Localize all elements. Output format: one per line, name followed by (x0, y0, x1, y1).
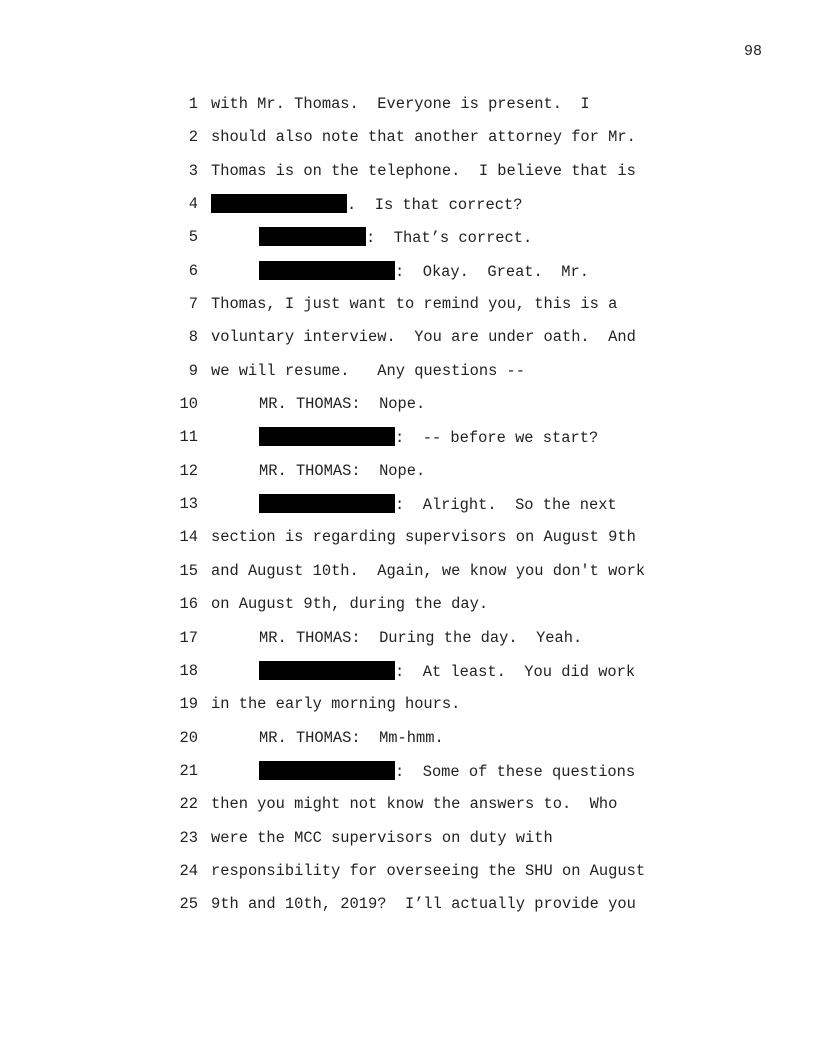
line-number: 10 (179, 395, 198, 414)
line-text: in the early morning hours. (211, 695, 461, 714)
line-text: section is regarding supervisors on August 9th (211, 528, 636, 547)
line-text: 9th and 10th, 2019? I’ll actually provide you (211, 895, 636, 914)
line-number: 12 (179, 461, 198, 480)
page-number: 98 (743, 43, 762, 60)
line-text: were the MCC supervisors on duty with (211, 828, 553, 847)
transcript-line (168, 628, 728, 661)
transcript-line (168, 294, 728, 327)
line-text: MR. THOMAS: During the day. Yeah. (259, 628, 583, 647)
line-text (259, 494, 617, 515)
redaction-box (259, 761, 395, 780)
transcript-line (168, 694, 728, 727)
transcript-line (168, 194, 728, 227)
line-text: MR. THOMAS: Mm-hmm. (259, 728, 444, 747)
transcript-line (168, 861, 728, 894)
line-number: 20 (179, 728, 198, 747)
line-text: MR. THOMAS: Nope. (259, 395, 426, 414)
line-text (259, 261, 589, 282)
line-text: voluntary interview. You are under oath. And (211, 328, 636, 347)
line-text: with Mr. Thomas. Everyone is present. I (211, 95, 590, 113)
redaction-box (211, 194, 347, 213)
line-text: Thomas, I just want to remind you, this is a (211, 295, 618, 314)
transcript-line (168, 127, 728, 160)
line-text (259, 761, 635, 782)
line-number: 1 (188, 95, 198, 113)
transcript-line (168, 227, 728, 260)
line-text-after-redaction: : Some of these questions (395, 762, 636, 781)
line-text: responsibility for overseeing the SHU on August (211, 861, 646, 880)
transcript-line (168, 161, 728, 194)
line-number: 3 (188, 161, 198, 180)
line-text: we will resume. Any questions -- (211, 361, 526, 380)
transcript-body (168, 94, 728, 928)
transcript-line (168, 594, 728, 627)
line-number: 16 (179, 595, 198, 614)
line-number: 21 (179, 761, 198, 780)
redaction-box (259, 227, 366, 246)
line-text: should also note that another attorney for Mr. (211, 128, 636, 147)
line-number: 9 (188, 361, 198, 380)
line-number: 25 (179, 895, 198, 914)
line-text-after-redaction: : At least. You did work (395, 662, 636, 681)
line-number: 23 (179, 828, 198, 847)
line-number: 11 (179, 428, 198, 447)
redaction-box (259, 661, 395, 680)
line-text (259, 661, 635, 682)
line-number: 7 (188, 295, 198, 314)
transcript-line (168, 661, 728, 694)
line-text (211, 194, 522, 215)
line-text: then you might not know the answers to. Who (211, 795, 618, 814)
transcript-line (168, 728, 728, 761)
redaction-box (259, 494, 395, 513)
redaction-box (259, 427, 395, 446)
transcript-line (168, 261, 728, 294)
transcript-line (168, 361, 728, 394)
line-text-after-redaction: : Alright. So the next (395, 496, 617, 515)
transcript-line (168, 527, 728, 560)
transcript-line (168, 761, 728, 794)
line-text-after-redaction: . Is that correct? (347, 196, 523, 215)
line-number: 15 (179, 561, 198, 580)
line-text (259, 427, 598, 448)
line-number: 24 (179, 861, 198, 880)
transcript-line (168, 828, 728, 861)
line-number: 8 (188, 328, 198, 347)
line-number: 13 (179, 495, 198, 514)
line-text-after-redaction: : -- before we start? (395, 429, 599, 448)
line-number: 4 (188, 195, 198, 214)
redaction-box (259, 261, 395, 280)
line-number: 17 (179, 628, 198, 647)
line-text-after-redaction: : That’s correct. (366, 229, 533, 248)
line-number: 19 (179, 695, 198, 714)
transcript-line (168, 794, 728, 827)
transcript-line (168, 94, 728, 127)
line-text-after-redaction: : Okay. Great. Mr. (395, 262, 589, 281)
line-number: 22 (179, 795, 198, 814)
transcript-line (168, 327, 728, 360)
line-number: 18 (179, 661, 198, 680)
line-text (259, 227, 532, 248)
line-text: Thomas is on the telephone. I believe that is (211, 161, 636, 180)
transcript-line (168, 394, 728, 427)
transcript-line (168, 494, 728, 527)
transcript-line (168, 461, 728, 494)
transcript-line (168, 561, 728, 594)
line-number: 14 (179, 528, 198, 547)
line-number: 5 (188, 228, 198, 247)
line-number: 6 (188, 261, 198, 280)
transcript-line (168, 427, 728, 460)
line-text: on August 9th, during the day. (211, 595, 489, 614)
transcript-line (168, 894, 728, 927)
line-text: and August 10th. Again, we know you don't work (211, 561, 646, 580)
line-text: MR. THOMAS: Nope. (259, 461, 426, 480)
line-number: 2 (188, 128, 198, 147)
